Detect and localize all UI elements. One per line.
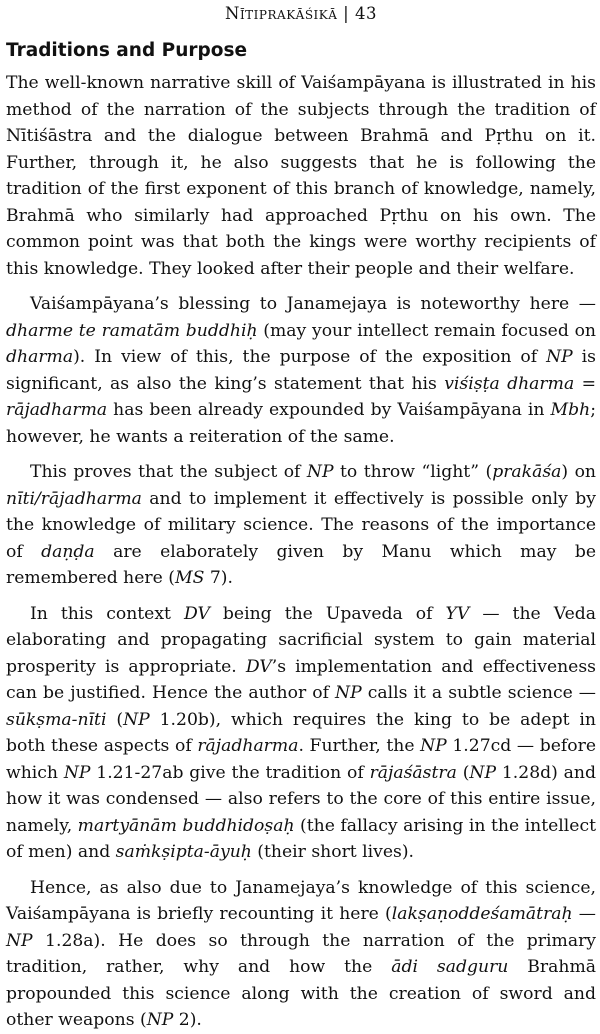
paragraph-1 [6, 70, 596, 282]
italic-term: prakāśa [492, 462, 562, 482]
paragraph-2 [6, 291, 596, 450]
paragraph-5 [6, 875, 596, 1034]
text-run: (the fallacy arising in the intellect of men) and [6, 815, 596, 862]
text-run: 1.28d) and how it was condensed — also refers to the core of this entire issue, namely, [6, 762, 596, 836]
running-title: Nītiprakāśikā [225, 4, 338, 23]
italic-term: Mbh [550, 400, 591, 420]
italic-term: NP [146, 1010, 174, 1030]
text-run: 1.27cd — before which [6, 736, 597, 783]
italic-term: NP [6, 930, 33, 951]
running-header [6, 0, 596, 30]
italic-term: sūkṣma-nīti [6, 709, 107, 730]
italic-term: NP [335, 683, 362, 703]
text-run: Brahmā propounded this science along with the creation of sword and other weapons ( [6, 957, 596, 1030]
text-run: and to implement it effectively is possible only by the knowledge of military science. The reasons of the importance of [6, 488, 596, 562]
italic-term: rājaśāstra [369, 762, 457, 783]
italic-term: NP [546, 347, 573, 367]
body-text [6, 70, 596, 1034]
italic-term: NP [306, 462, 334, 482]
text-run: are elaborately given by Manu which may be remembered here ( [6, 541, 596, 588]
italic-term: nīti/rājadharma [6, 488, 142, 509]
italic-term: rājadharma [6, 400, 108, 420]
text-run: — the Veda elaborating and propagating sacrificial system to gain material prosperity is appropriate. [6, 603, 596, 677]
text-run: ( [106, 709, 124, 730]
italic-term: ādi sadguru [391, 957, 509, 977]
section-heading: Traditions and Purpose [6, 40, 247, 61]
text-run: calls it a subtle science — [361, 683, 596, 703]
text-run: 7). [204, 568, 233, 588]
text-run: . Further, the [298, 736, 421, 756]
italic-term: daṇḍa [41, 541, 95, 562]
text-run: has been already expounded by Vaiśampāyana in [107, 400, 551, 420]
italic-term: dharma [6, 347, 74, 367]
italic-term: martyānām buddhidoṣaḥ [77, 815, 295, 836]
text-run: 2). [173, 1010, 202, 1030]
text-run: 1.21-27ab give the tradition of [90, 762, 370, 783]
text-run: ( [456, 762, 470, 783]
text-run: Hence, as also due to Janamejaya’s knowledge of this science, Vaiśampāyana is briefly recounting it here ( [6, 877, 596, 924]
text-run: ; however, he wants a reiteration of the same. [6, 400, 596, 447]
italic-term: NP [63, 762, 91, 783]
text-run: ) on [561, 462, 596, 482]
text-run: to throw “light” ( [333, 462, 493, 482]
italic-term: viśiṣṭa dharma [444, 373, 575, 394]
italic-term: lakṣaṇoddeśamātraḥ [391, 904, 573, 924]
text-run: is significant, as also the king’s statement that his [6, 347, 596, 394]
italic-term: DV [245, 656, 272, 677]
paragraph-3 [6, 459, 596, 592]
text-run: 1.20b), which requires the king to be adept in both these aspects of [6, 709, 596, 756]
text-run: This proves that the subject of [30, 462, 307, 482]
text-run: ). In view of this, the purpose of the exposition of [73, 347, 547, 367]
text-run: being the Upaveda of [209, 603, 446, 624]
text-run: — [572, 904, 596, 924]
text-run: ’s implementation and effectiveness can be justified. Hence the author of [6, 656, 596, 703]
italic-term: NP [420, 736, 447, 756]
text-run: 1.28a). He does so through the narration of the primary tradition, rather, why and how the [6, 930, 596, 977]
paragraph-4 [6, 601, 596, 866]
italic-term: MS [174, 568, 205, 588]
text-run: Vaiśampāyana’s blessing to Janamejaya is noteworthy here — [30, 294, 596, 314]
text-run: The well-known narrative skill of Vaiśampāyana is illustrated in his method of the narration of the subjects through the tradition of Nītiśāstra and the dialogue between Brahmā and Pṛthu on it. Further, through it, he also suggests that he is following the tradition of the first exponent of this branch of knowledge, namely, Brahmā who similarly had approached Pṛthu on his own. The common point was that both the kings were worthy recipients of this knowledge. They looked after their people and their welfare. [6, 73, 596, 279]
page-number: 43 [354, 4, 377, 23]
italic-term: rājadharma [197, 736, 299, 756]
text-run: = [574, 373, 596, 394]
text-run: (their short lives). [251, 842, 415, 862]
italic-term: NP [469, 762, 497, 783]
italic-term: NP [123, 709, 150, 730]
text-run: (may your intellect remain focused on [257, 320, 596, 341]
italic-term: YV [445, 603, 470, 624]
italic-term: DV [183, 603, 210, 624]
header-separator: | [343, 4, 350, 23]
text-run: In this context [30, 603, 184, 624]
italic-term: saṁkṣipta-āyuḥ [115, 842, 252, 862]
italic-term: dharme te ramatām buddhiḥ [6, 320, 258, 341]
